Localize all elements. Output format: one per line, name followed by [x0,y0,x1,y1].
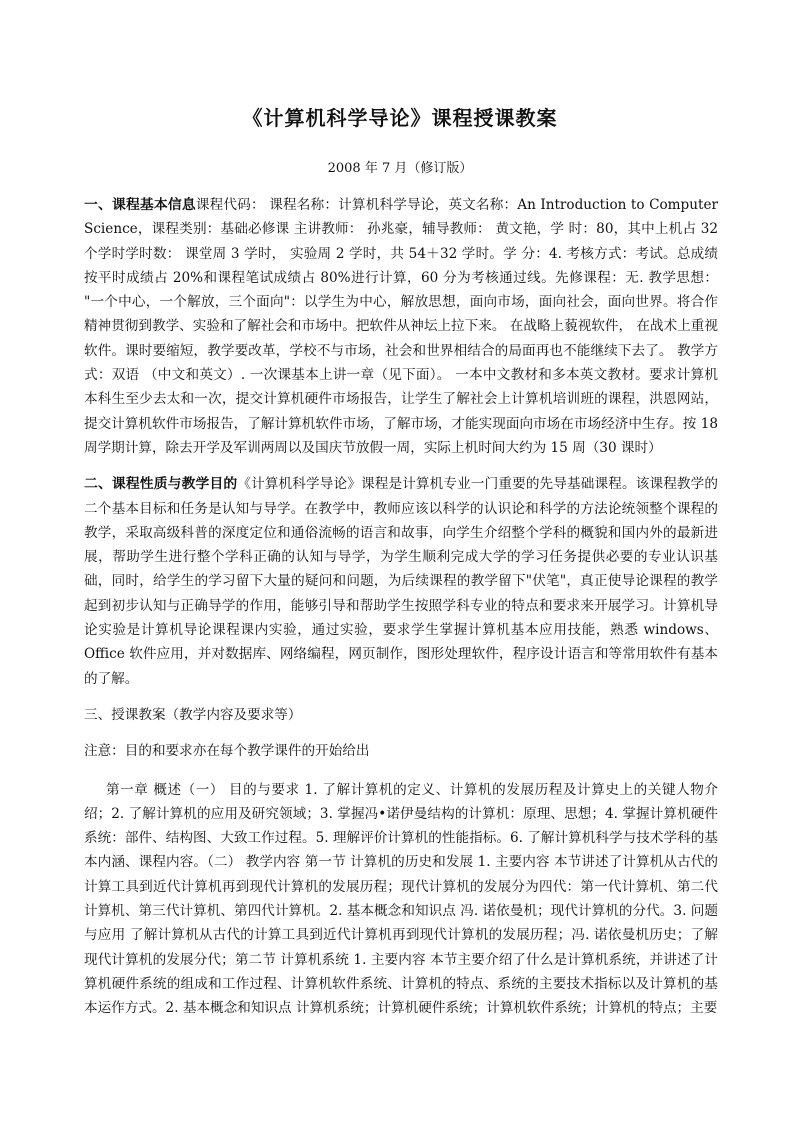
section-3-heading [84,703,718,727]
chapter-1-paragraph: 第一章 概述（一） 目的与要求 1. 了解计算机的定义、计算机的发展历程及计算史上的关键人物介绍；2. 了解计算机的应用及研究领域；3. 掌握冯•诺伊曼结构的计算机：原理、思想；4. 掌握计算机硬件系统：部件、结构图、大致工作过程。5. 理解评价计算机的性能指标。6. 了解计算机科学与技术学科的基本内涵、课程内容。（二） 教学内容 第一节 计算机的历史和发展 1. 主要内容 本节讲述了计算机从古代的计算工具到近代计算机再到现代计算机的发展历程；现代计算机的发展分为四代：第一代计算机、第二代计算机、第三代计算机、第四代计算机。2. 基本概念和知识点 冯. 诺依曼机；现代计算机的分代。3. 问题与应用 了解计算机从古代的计算工具到近代计算机再到现代计算机的发展历程；冯. 诺依曼机历史；了解现代计算机的发展分代；第二节 计算机系统 1. 主要内容 本节主要介绍了什么是计算机系统，并讲述了计算机硬件系统的组成和工作过程、计算机软件系统、计算机的特点、系统的主要技术指标以及计算机的基本运作方式。2. 基本概念和知识点 计算机系统；计算机硬件系统；计算机软件系统；计算机的特点；主要 [84,781,718,1017]
document-body [84,193,718,1021]
document-title: 《计算机科学导论》课程授课教案 [242,106,558,130]
section-3-heading-text: 三、授课教案（教学内容及要求等） [84,706,302,723]
section-2-heading: 二、课程性质与教学目的 [84,476,238,493]
section-1-text: 课程代码： 课程名称：计算机科学导论，英文名称：An Introduction to Computer Science，课程类别：基础必修课 主讲教师： 孙兆豪，辅导教师： 黄文艳，学 时：80，其中上机占 32 个学时学时数： 课堂周 3 学时， 实验周 2 学时，共 54＋32 学时。学 分：4. 考核方式：考试。总成绩按平时成绩占 20%和课程笔试成绩占 80%进行计算，60 分为考核通过线。先修课程：无. 教学思想： "一个中心，一个解放，三个面向"：以学生为中心，解放思想，面向市场，面向社会，面向世界。将合作精神贯彻到教学、实验和了解社会和市场中。把软件从神坛上拉下来。 在战略上藐视软件， 在战术上重视软件。课时要缩短，教学要改革，学校不与市场，社会和世界相结合的局面再也不能继续下去了。 教学方式：双语 （中文和英文）. 一次课基本上讲一章（见下面）。 一本中文教材和多本英文教材。要求计算机本科生至少去太和一次，提交计算机硬件市场报告，让学生了解社会上计算机培训班的课程，洪恩网站，提交计算机软件市场报告，了解计算机软件市场，了解市场，才能实现面向市场在市场经济中生存。按 18 周学期计算，除去开学及军训两周以及国庆节放假一周，实际上机时间大约为 15 周（30 课时） [84,197,719,456]
note-line: 注意：目的和要求亦在每个教学课件的开始给出 [84,743,370,760]
section-2-text: 《计算机科学导论》课程是计算机专业一门重要的先导基础课程。该课程教学的二个基本目标和任务是认知与导学。在教学中，教师应该以科学的认识论和科学的方法论统领整个课程的教学，采取高级科普的深度定位和通俗流畅的语言和故事，向学生介绍整个学科的概貌和国内外的最新进展，帮助学生进行整个学科正确的认知与导学，为学生顺利完成大学的学习任务提供必要的专业认识基础，同时，给学生的学习留下大量的疑问和问题，为后续课程的教学留下"伏笔"，真正使导论课程的教学起到初步认知与正确导学的作用，能够引导和帮助学生按照学科专业的特点和要求来开展学习。计算机导论实验是计算机导论课程课内实验，通过实验，要求学生掌握计算机基本应用技能，熟悉 windows、Office 软件应用，并对数据库、网络编程，网页制作，图形处理软件，程序设计语言和等常用软件有基本的了解。 [84,476,718,687]
section-2-paragraph [84,472,718,691]
section-1-paragraph [84,193,718,460]
document-date: 2008 年 7 月（修订版） [327,161,473,176]
section-1-heading: 一、课程基本信息 [84,197,196,213]
